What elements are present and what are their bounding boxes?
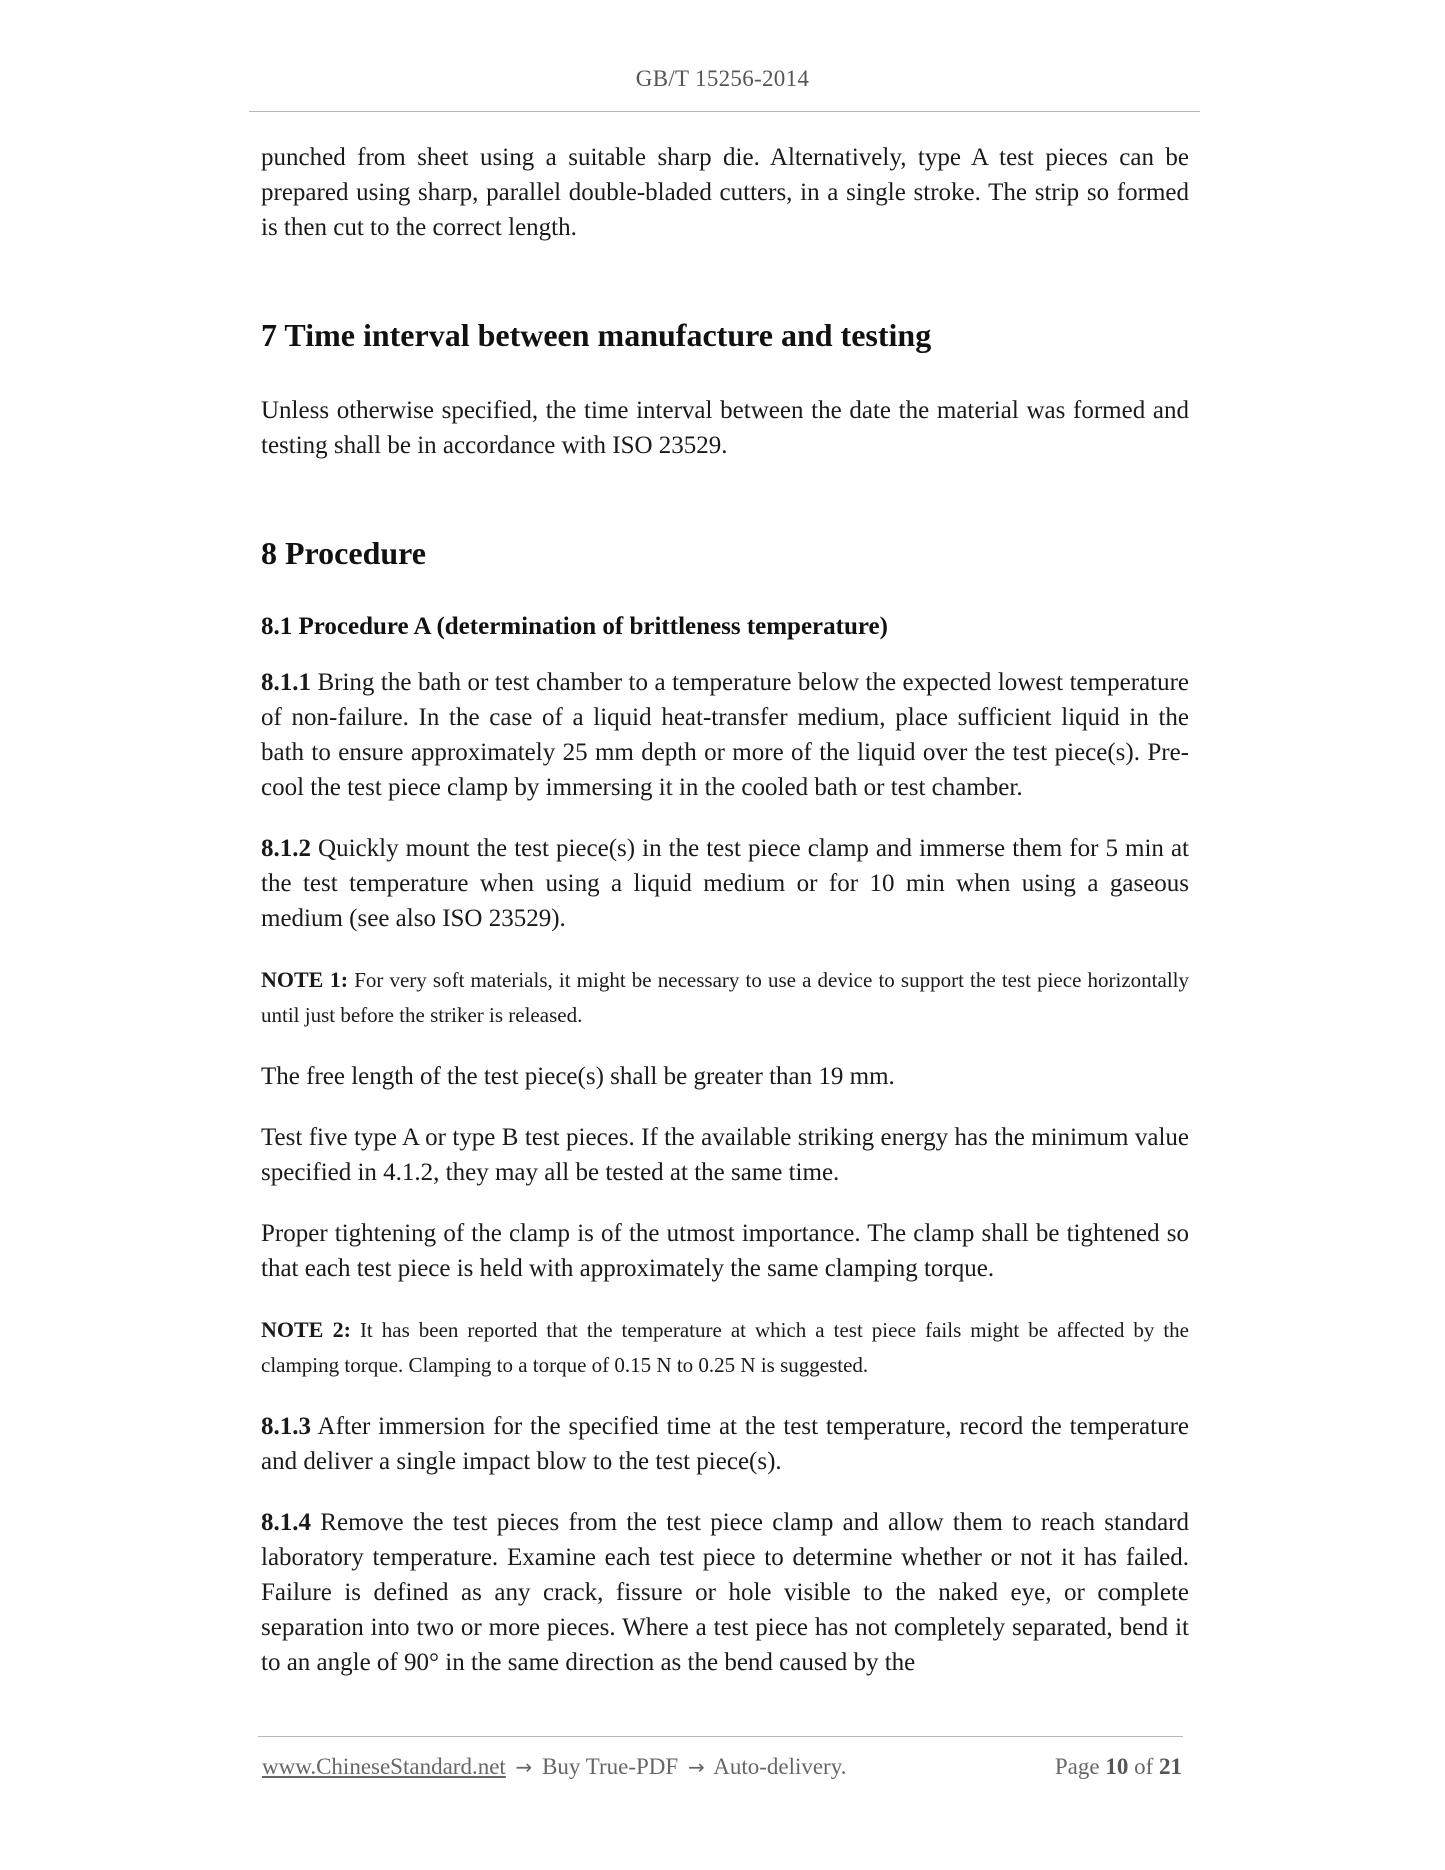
arrow-right-icon: → [687, 1755, 705, 1779]
note-1 [261, 962, 1189, 1033]
note-label: NOTE 2: [261, 1317, 351, 1342]
buy-true-pdf-text: Buy True-PDF [542, 1754, 679, 1779]
subsection-8-1-heading: 8.1 Procedure A (determination of brittleness temperature) [261, 613, 888, 640]
page-label: Page [1054, 1754, 1100, 1779]
page-footer [262, 1754, 1182, 1784]
footer-promo [262, 1754, 846, 1780]
proper-tightening-paragraph: Proper tightening of the clamp is of the utmost importance. The clamp shall be tightened so that each test piece is held with approximately the same clamping torque. [261, 1220, 1189, 1282]
note-label: NOTE 1: [261, 967, 349, 992]
page-header-title: GB/T 15256-2014 [635, 66, 810, 91]
clause-text: Quickly mount the test piece(s) in the test piece clamp and immerse them for 5 min at the test temperature when using a liquid medium or for 10 min when using a gaseous medium (see also ISO 23529). [261, 835, 1189, 932]
header-divider [249, 111, 1200, 112]
clause-text: After immersion for the specified time at the test temperature, record the temperature and deliver a single impact blow to the test piece(s). [261, 1413, 1189, 1475]
page-of-label: of [1134, 1754, 1154, 1779]
website-link[interactable]: www.ChineseStandard.net [262, 1754, 506, 1779]
note-text: It has been reported that the temperature at which a test piece fails might be affected by the clamping torque. Clamping to a torque of 0.15 N to 0.25 N is suggested. [261, 1318, 1189, 1377]
footer-divider [258, 1736, 1183, 1737]
clause-number: 8.1.3 [261, 1413, 311, 1440]
test-five-paragraph: Test five type A or type B test pieces. If the available striking energy has the minimum value specified in 4.1.2, they may all be tested at the same time. [261, 1124, 1189, 1186]
section-8-heading: 8 Procedure [261, 535, 426, 571]
auto-delivery-text: Auto-delivery. [713, 1754, 847, 1779]
free-length-paragraph: The free length of the test piece(s) shall be greater than 19 mm. [261, 1063, 895, 1090]
arrow-right-icon: → [515, 1755, 533, 1779]
page-current: 10 [1105, 1754, 1129, 1779]
clause-8-1-2 [261, 831, 1189, 936]
document-body [261, 140, 1189, 1706]
clause-8-1-4 [261, 1505, 1189, 1680]
clause-number: 8.1.1 [261, 669, 311, 696]
section-7-text: Unless otherwise specified, the time interval between the date the material was formed and testing shall be in accordance with ISO 23529. [261, 397, 1189, 459]
intro-paragraph: punched from sheet using a suitable sharp die. Alternatively, type A test pieces can be prepared using sharp, parallel double-bladed cutters, in a single stroke. The strip so formed is then cut to the correct length. [261, 144, 1189, 241]
note-text: For very soft materials, it might be necessary to use a device to support the test piece horizontally until just before the striker is released. [261, 968, 1189, 1027]
clause-number: 8.1.4 [261, 1509, 311, 1536]
clause-8-1-1 [261, 665, 1189, 805]
clause-number: 8.1.2 [261, 835, 311, 862]
section-7-heading: 7 Time interval between manufacture and testing [261, 317, 932, 353]
note-2 [261, 1312, 1189, 1383]
clause-text: Remove the test pieces from the test piece clamp and allow them to reach standard laboratory temperature. Examine each test piece to determine whether or not it has failed. Failure is defined as any crack, fissure or hole visible to the naked eye, or complete separation into two or more pieces. Where a test piece has not completely separated, bend it to an angle of 90° in the same direction as the bend caused by the [261, 1509, 1189, 1676]
clause-text: Bring the bath or test chamber to a temperature below the expected lowest temperature of non-failure. In the case of a liquid heat-transfer medium, place sufficient liquid in the bath to ensure approximately 25 mm depth or more of the liquid over the test piece(s). Pre-cool the test piece clamp by immersing it in the cooled bath or test chamber. [261, 669, 1189, 801]
clause-8-1-3 [261, 1409, 1189, 1479]
page-total: 21 [1159, 1754, 1182, 1779]
page-number [1055, 1754, 1182, 1780]
